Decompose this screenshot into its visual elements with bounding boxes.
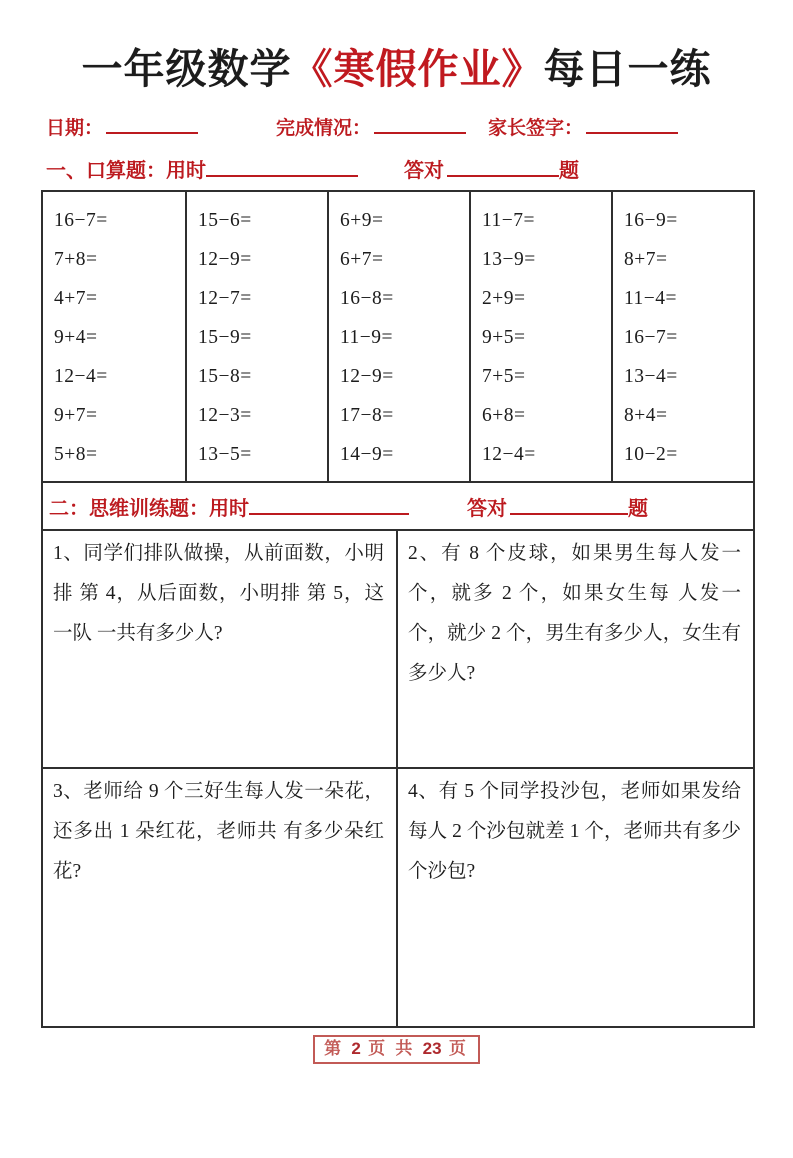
calc-column-1 (43, 192, 185, 481)
word-problem-3: 3、老师给 9 个三好生每人发一朵花，还多出 1 朵红花，老师共 有多少朵红花? (43, 769, 398, 1026)
calc-column-2 (185, 192, 327, 481)
calc-problem: 13−9= (482, 248, 536, 270)
section2-correct-blank (510, 494, 628, 515)
page-title (0, 36, 793, 95)
page-number-prefix: 第 (324, 1039, 345, 1058)
section2-time-blank (249, 494, 409, 515)
section1-correct-blank (447, 156, 559, 177)
word-problems-grid (43, 531, 753, 1026)
calc-problem: 15−8= (198, 365, 252, 387)
word-problem-4: 4、有 5 个同学投沙包，老师如果发给每人 2 个沙包就差 1 个，老师共有多少个沙包? (408, 781, 741, 882)
calc-problem: 15−6= (198, 209, 252, 231)
calc-problem: 7+8= (54, 248, 98, 270)
date-field (46, 113, 198, 140)
date-blank (106, 114, 198, 134)
signature-label: 家长签字： (488, 118, 584, 139)
calc-problem: 14−9= (340, 443, 394, 465)
calc-problem: 13−5= (198, 443, 252, 465)
calc-problem: 12−9= (340, 365, 394, 387)
section1-heading-suffix: 题 (559, 160, 579, 182)
title-booklet-name: 《寒假作业》 (291, 46, 544, 92)
calc-problem: 12−7= (198, 287, 252, 309)
signature-field (488, 113, 678, 140)
calc-problem: 16−7= (54, 209, 108, 231)
section1-correct-label: 答对 (404, 160, 444, 182)
calc-problem: 2+9= (482, 287, 526, 309)
section1-heading (46, 154, 793, 183)
calc-column-5 (611, 192, 753, 481)
calc-column-4 (469, 192, 611, 481)
date-label: 日期： (46, 118, 104, 139)
calc-problem: 11−4= (624, 287, 678, 309)
completion-field (276, 113, 466, 140)
title-daily-practice: 每日一练 (543, 46, 712, 92)
oral-calc-table (41, 190, 755, 483)
calc-problem: 16−7= (624, 326, 678, 348)
calc-problem: 6+7= (340, 248, 384, 270)
calc-problem: 5+8= (54, 443, 98, 465)
calc-problem: 17−8= (340, 404, 394, 426)
calc-problem: 10−2= (624, 443, 678, 465)
completion-blank (374, 114, 466, 134)
calc-problem: 16−8= (340, 287, 394, 309)
calc-problem: 13−4= (624, 365, 678, 387)
calc-problem: 12−4= (482, 443, 536, 465)
calc-problem: 4+7= (54, 287, 98, 309)
section1-time-blank (206, 156, 358, 177)
title-grade-subject: 一年级数学 (81, 46, 292, 92)
calc-problem: 8+7= (624, 248, 668, 270)
section1-heading-prefix: 一、口算题：用时 (46, 160, 206, 182)
calc-problem: 9+7= (54, 404, 98, 426)
page-number-box (313, 1035, 480, 1064)
calc-problem: 9+5= (482, 326, 526, 348)
page-number-middle: 页 共 (368, 1039, 416, 1058)
worksheet-page (0, 36, 793, 1158)
calc-problem: 7+5= (482, 365, 526, 387)
section2-heading-prefix: 二：思维训练题：用时 (49, 498, 249, 520)
page-number-suffix: 页 (448, 1039, 469, 1058)
calc-problem: 6+9= (340, 209, 384, 231)
word-problem-2: 2、有 8 个皮球，如果男生每人发一个，就多 2 个，如果女生每 人发一个，就少 2 个，男生有多少人，女生有多少人? (398, 531, 753, 769)
calc-problem: 16−9= (624, 209, 678, 231)
info-row (46, 113, 793, 140)
calc-problem: 12−4= (54, 365, 108, 387)
section2-heading (43, 483, 753, 531)
calc-problem: 6+8= (482, 404, 526, 426)
calc-problem: 11−7= (482, 209, 536, 231)
section2-correct-label: 答对 (467, 498, 507, 520)
thinking-training-table (41, 483, 755, 1028)
completion-label: 完成情况： (276, 118, 372, 139)
calc-problem: 12−9= (198, 248, 252, 270)
word-problem-1: 1、同学们排队做操，从前面数，小明排 第 4，从后面数，小明排 第 5，这一队 一共有多少人? (43, 531, 398, 769)
calc-problem: 15−9= (198, 326, 252, 348)
signature-blank (586, 114, 678, 134)
calc-column-3 (327, 192, 469, 481)
section2-heading-suffix: 题 (628, 498, 648, 520)
calc-problem: 12−3= (198, 404, 252, 426)
calc-problem: 8+4= (624, 404, 668, 426)
calc-problem: 11−9= (340, 326, 394, 348)
total-page-number: 23 (422, 1039, 442, 1058)
footer (0, 1035, 793, 1064)
calc-problem: 9+4= (54, 326, 98, 348)
current-page-number: 2 (351, 1039, 361, 1058)
